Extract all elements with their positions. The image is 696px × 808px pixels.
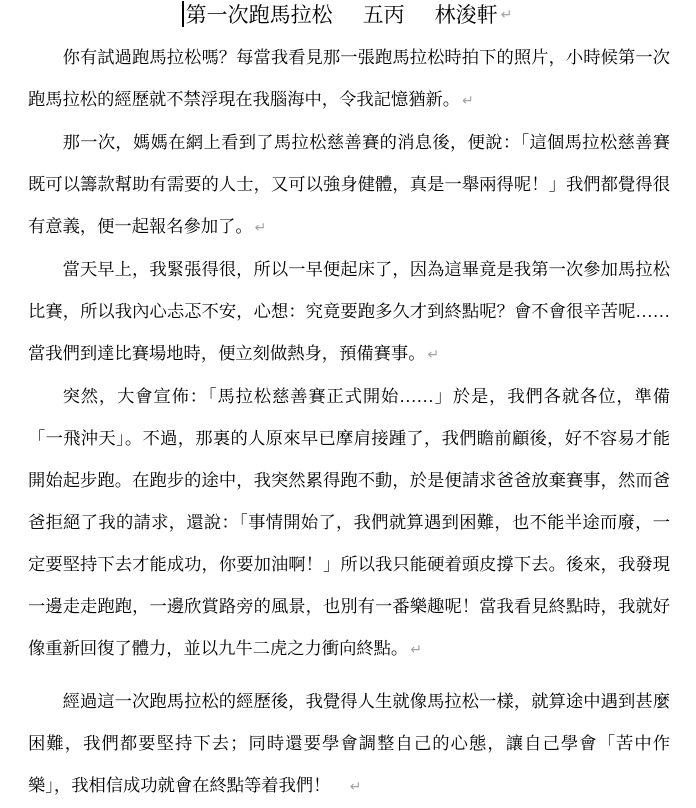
paragraph-mark-icon: ↵ (410, 642, 422, 658)
paragraph-mark-icon: ↵ (349, 779, 362, 795)
paragraph-text: 你有試過跑馬拉松嗎？每當我看見那一張跑馬拉松時拍下的照片，小時候第一次跑馬拉松的經歷就不禁浮現在我腦海中，令我記憶猶新。 (28, 48, 670, 109)
paragraph-text: 那一次，媽媽在網上看到了馬拉松慈善賽的消息後，便說：「這個馬拉松慈善賽既可以籌款幫助有需要的人士，又可以強身健體，真是一舉兩得呢！」我們都覺得很有意義，便一起報名參加了。 (28, 133, 670, 236)
essay-paragraph-4[interactable] (28, 376, 670, 671)
essay-paragraph-1[interactable] (28, 37, 670, 122)
essay-title-text: 第一次跑馬拉松 (185, 3, 333, 27)
paragraph-text: 經過這一次跑馬拉松的經歷後，我覺得人生就像馬拉松一樣，就算途中遇到甚麼困難，我們都要堅持下去；同時還要學會調整自己的心態，讓自己學會「苦中作樂」，我相信成功就會在終點等着我們！ (28, 692, 670, 795)
paragraph-mark-icon: ↵ (462, 93, 474, 109)
paragraph-mark-icon: ↵ (500, 7, 513, 23)
paragraph-mark-icon: ↵ (254, 220, 267, 236)
essay-paragraph-2[interactable] (28, 122, 670, 249)
paragraph-text: 當天早上，我緊張得很，所以一早便起床了，因為這畢竟是我第一次參加馬拉松比賽，所以我內心忐忑不安，心想：究竟要跑多久才到終點呢？會不會很辛苦呢……當我們到達比賽場地時，便立刻做熱身，預備賽事。 (28, 260, 670, 363)
essay-paragraph-5[interactable] (28, 681, 670, 808)
paragraph-mark-icon: ↵ (427, 347, 440, 363)
essay-title (186, 0, 333, 30)
essay-paragraph-3[interactable] (28, 249, 670, 376)
author-name: 林浚軒 (434, 3, 498, 27)
title-line[interactable] (28, 0, 670, 30)
class-name: 五丙 (362, 3, 405, 27)
text-cursor-caret (182, 1, 184, 27)
paragraph-text: 突然，大會宣佈：「馬拉松慈善賽正式開始……」於是，我們各就各位，準備「一飛沖天」。不過，那裏的人原來早已摩肩接踵了，我們瞻前顧後，好不容易才能開始起步跑。在跑步的途中，我突然累得跑不動，於是便請求爸爸放棄賽事，然而爸爸拒絕了我的請求，還說：「事情開始了，我們就算遇到困難，也不能半途而廢，一定要堅持下去才能成功，你要加油啊！」所以我只能硬着頭皮撐下去。後來，我發現一邊走走跑跑，一邊欣賞路旁的風景，也別有一番樂趣呢！當我看見終點時，我就好像重新回復了體力，並以九牛二虎之力衝向終點。 (28, 387, 670, 658)
